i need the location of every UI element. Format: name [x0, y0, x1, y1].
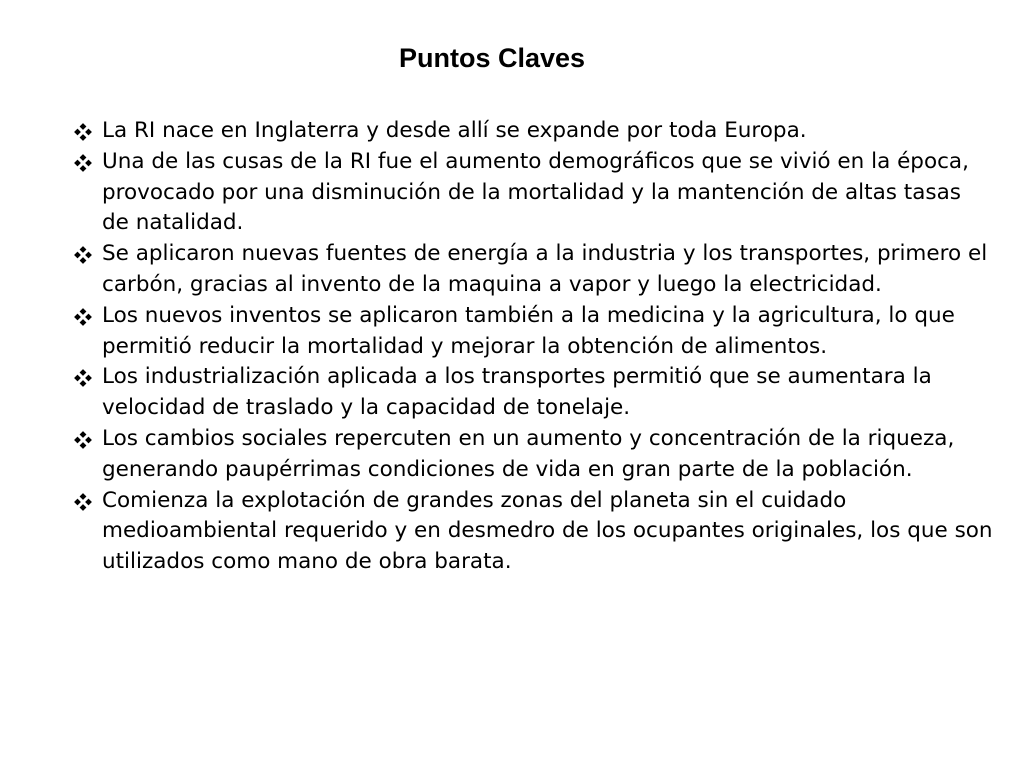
four-diamond-bullet-icon [74, 123, 92, 141]
bullet-text: Los cambios sociales repercuten en un aumento y concentración de la riqueza, generando paupérrimas condiciones de vida en gran parte de la población. [102, 425, 955, 482]
bullet-item [74, 486, 994, 578]
bullet-list [74, 116, 994, 578]
bullet-item [74, 362, 994, 424]
four-diamond-bullet-icon [74, 369, 92, 387]
four-diamond-bullet-icon [74, 308, 92, 326]
bullet-text: Se aplicaron nuevas fuentes de energía a la industria y los transportes, primero el carbón, gracias al invento de la maquina a vapor y luego la electricidad. [102, 241, 988, 297]
bullet-text: Los industrialización aplicada a los transportes permitió que se aumentara la velocidad de traslado y la capacidad de tonelaje. [102, 364, 932, 421]
bullet-text: La RI nace en Inglaterra y desde allí se expande por toda Europa. [102, 118, 807, 143]
bullet-item [74, 239, 994, 301]
four-diamond-bullet-icon [74, 246, 92, 264]
bullet-item [74, 147, 994, 239]
four-diamond-bullet-icon [74, 431, 92, 449]
bullet-item [74, 424, 994, 486]
bullet-item [74, 116, 994, 147]
bullet-text: Una de las cusas de la RI fue el aumento demográficos que se vivió en la época, provocado por una disminución de la mortalidad y la mantención de altas tasas de natalidad. [102, 148, 969, 236]
slide-title: Puntos Claves [398, 43, 586, 73]
four-diamond-bullet-icon [74, 154, 92, 172]
bullet-text: Comienza la explotación de grandes zonas del planeta sin el cuidado medioambiental requerido y en desmedro de los ocupantes originales, los que son utilizados como mano de obra barata. [102, 487, 993, 575]
bullet-item [74, 301, 994, 363]
bullet-text: Los nuevos inventos se aplicaron también a la medicina y la agricultura, lo que permitió reducir la mortalidad y mejorar la obtención de alimentos. [102, 302, 955, 359]
four-diamond-bullet-icon [74, 493, 92, 511]
